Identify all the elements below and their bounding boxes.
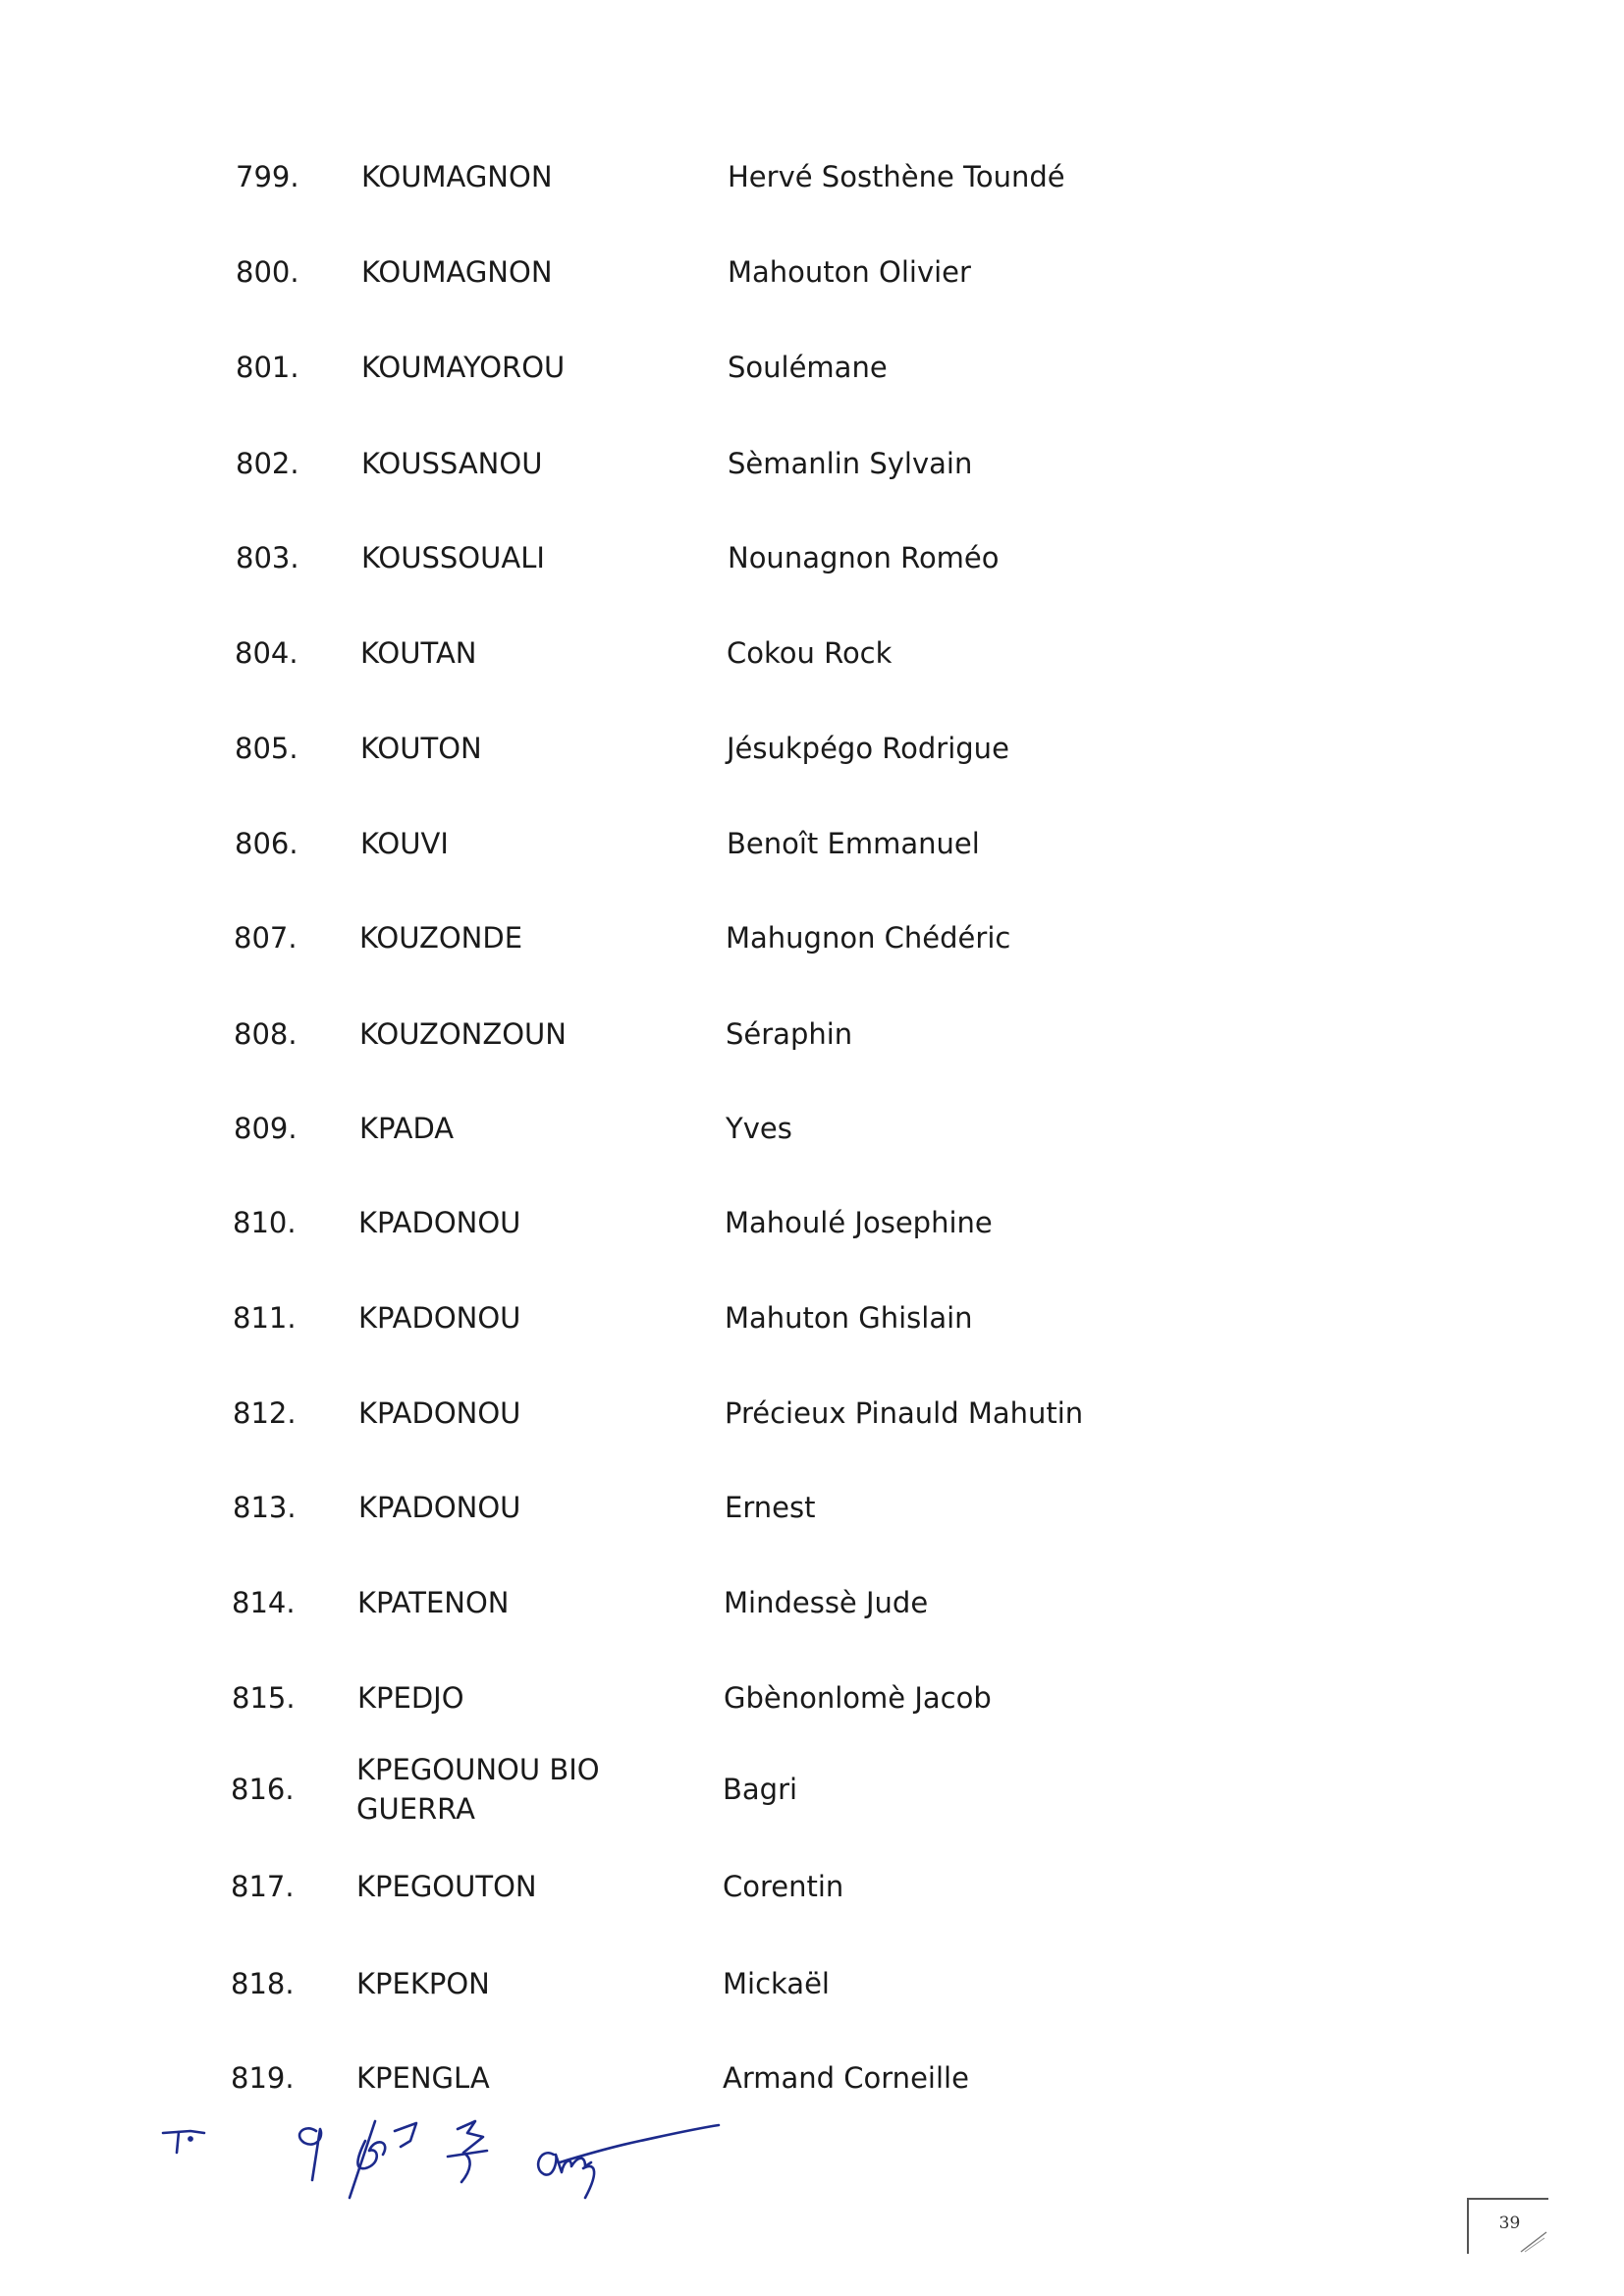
entry-given-names: Précieux Pinauld Mahutin [725, 1396, 1084, 1430]
page-curl-icon [1519, 2230, 1548, 2254]
entry-number: 819. [231, 2061, 295, 2095]
entry-surname: KPEGOUNOU BIO GUERRA [356, 1753, 600, 1826]
entry-number: 801. [236, 351, 299, 384]
entry-surname: KOUVI [360, 827, 449, 860]
entry-surname: KOUMAYOROU [361, 351, 566, 384]
entry-given-names: Séraphin [726, 1017, 853, 1051]
entry-surname: KPEGOUTON [356, 1870, 537, 1903]
entry-surname: KPADONOU [358, 1396, 521, 1430]
entry-number: 814. [232, 1586, 296, 1619]
entry-given-names: Mahuton Ghislain [725, 1301, 973, 1335]
entry-number: 818. [231, 1967, 295, 2000]
entry-number: 815. [232, 1681, 296, 1715]
entry-number: 805. [235, 732, 298, 765]
entry-number: 812. [233, 1396, 297, 1430]
entry-given-names: Armand Corneille [723, 2061, 969, 2095]
entry-number: 799. [236, 160, 299, 193]
entry-given-names: Mahugnon Chédéric [726, 921, 1011, 955]
entry-number: 817. [231, 1870, 295, 1903]
entry-number: 809. [234, 1112, 298, 1145]
page-number: 39 [1498, 2214, 1521, 2233]
handwritten-initials [147, 2111, 854, 2259]
entry-surname: KPEDJO [357, 1681, 464, 1715]
entry-surname: KPADONOU [358, 1491, 521, 1524]
entry-surname: KOUSSOUALI [361, 541, 545, 574]
entry-number: 806. [235, 827, 298, 860]
entry-given-names: Corentin [723, 1870, 844, 1903]
entry-given-names: Soulémane [728, 351, 888, 384]
entry-given-names: Nounagnon Roméo [728, 541, 1000, 574]
entry-given-names: Gbènonlomè Jacob [724, 1681, 992, 1715]
entry-given-names: Benoît Emmanuel [727, 827, 980, 860]
entry-surname: KPENGLA [356, 2061, 490, 2095]
entry-surname: KPADONOU [358, 1206, 521, 1239]
entry-surname: KPADA [359, 1112, 455, 1145]
entry-number: 804. [235, 636, 298, 670]
entry-surname: KOUTAN [360, 636, 477, 670]
entry-number: 803. [236, 541, 299, 574]
entry-given-names: Sèmanlin Sylvain [728, 447, 973, 480]
entry-given-names: Cokou Rock [727, 636, 893, 670]
entry-surname: KPATENON [357, 1586, 510, 1619]
entry-given-names: Mindessè Jude [724, 1586, 929, 1619]
entry-surname: KOUZONZOUN [359, 1017, 567, 1051]
entry-surname: KOUTON [360, 732, 482, 765]
entry-number: 807. [234, 921, 298, 955]
entry-number: 810. [233, 1206, 297, 1239]
entry-number: 808. [234, 1017, 298, 1051]
entry-surname: KOUZONDE [359, 921, 523, 955]
entry-number: 802. [236, 447, 299, 480]
entry-number: 811. [233, 1301, 297, 1335]
entry-surname: KOUMAGNON [361, 160, 553, 193]
entry-given-names: Yves [726, 1112, 792, 1145]
entry-number: 816. [231, 1773, 295, 1806]
entry-given-names: Bagri [723, 1773, 798, 1806]
entry-given-names: Mahouton Olivier [728, 255, 971, 289]
entry-given-names: Ernest [725, 1491, 816, 1524]
entry-surname: KPEKPON [356, 1967, 490, 2000]
entry-given-names: Hervé Sosthène Toundé [728, 160, 1065, 193]
entry-surname: KOUMAGNON [361, 255, 553, 289]
entry-given-names: Mickaël [723, 1967, 830, 2000]
entry-surname: KPADONOU [358, 1301, 521, 1335]
entry-number: 800. [236, 255, 299, 289]
entry-number: 813. [233, 1491, 297, 1524]
page-number-box [1467, 2198, 1548, 2254]
entry-given-names: Mahoulé Josephine [725, 1206, 993, 1239]
entry-given-names: Jésukpégo Rodrigue [727, 732, 1009, 765]
entry-surname: KOUSSANOU [361, 447, 543, 480]
